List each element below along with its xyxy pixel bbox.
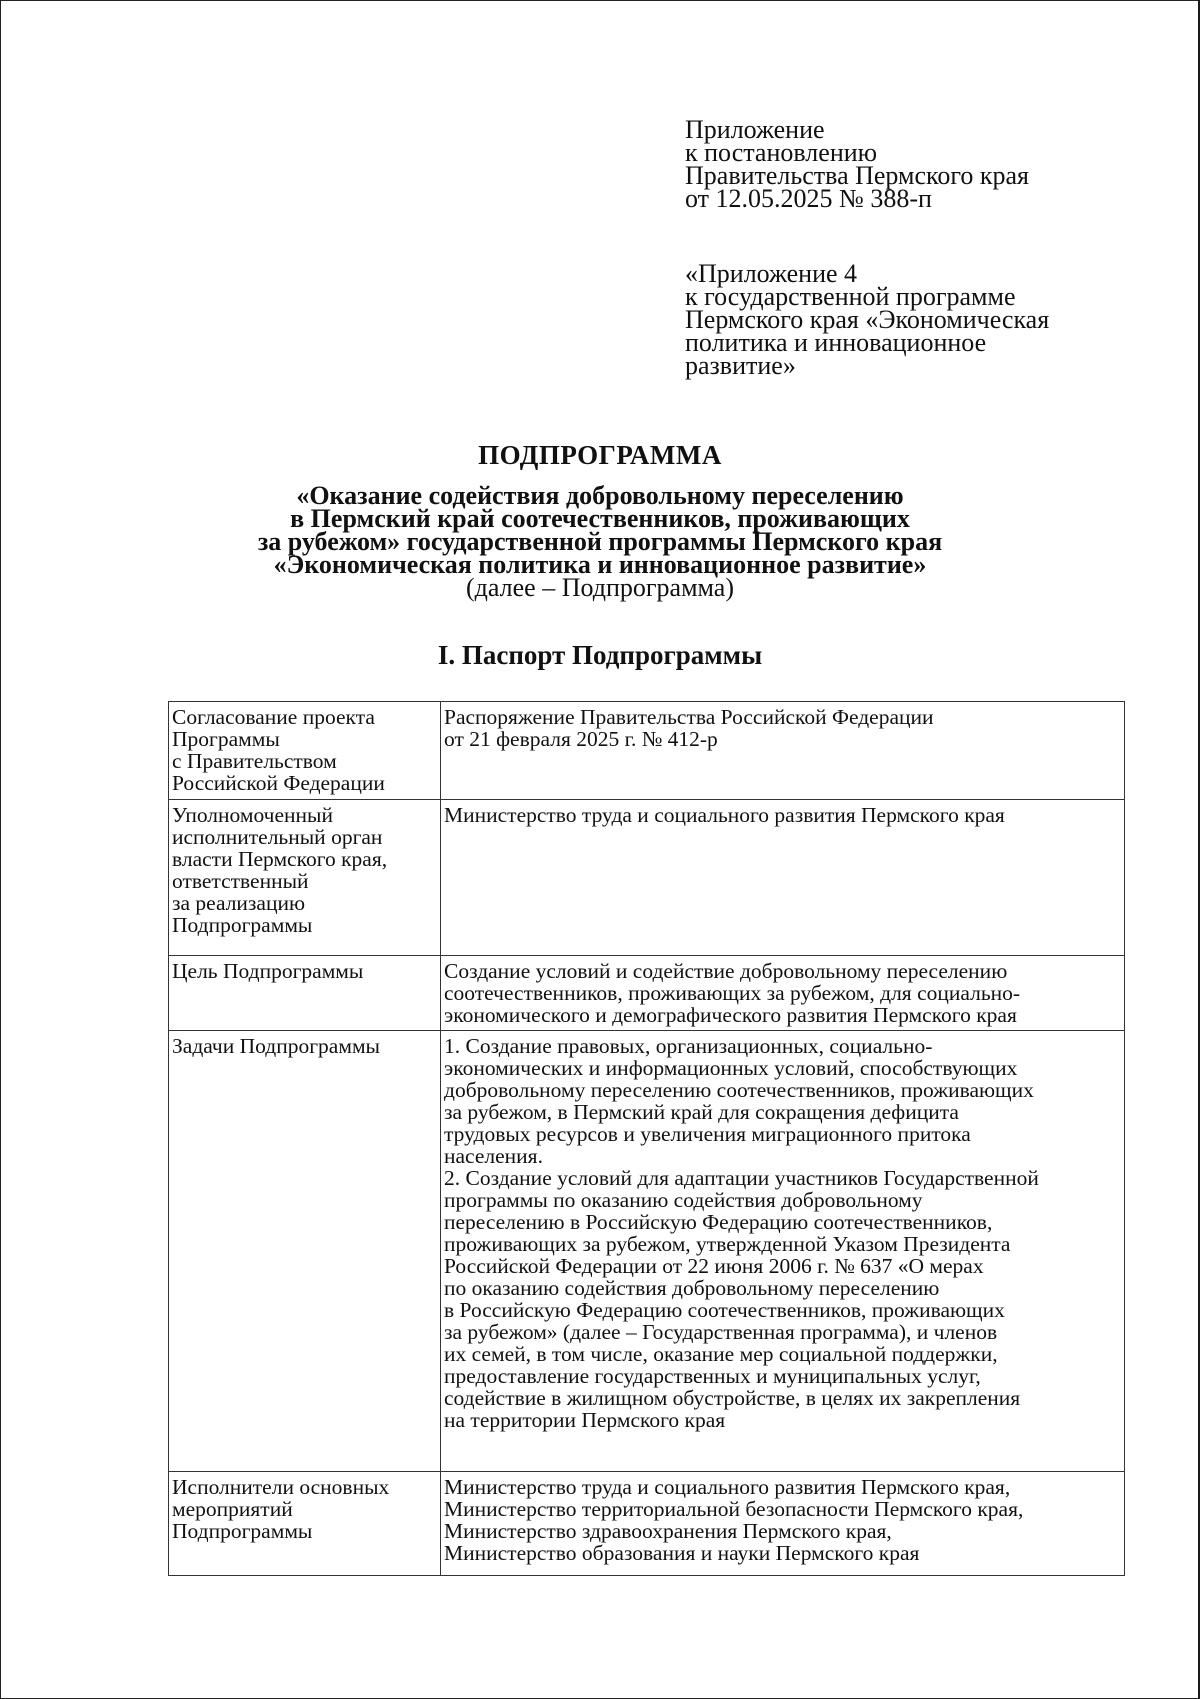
program-attachment-line: «Приложение 4: [685, 259, 858, 288]
passport-label-line: власти Пермского края,: [172, 847, 388, 871]
passport-value-line: Создание условий и содействие добровольному переселению: [444, 959, 1008, 983]
program-attachment-line: развитие»: [685, 351, 796, 380]
passport-row-label: [169, 1472, 441, 1576]
passport-label-line: Цель Подпрограммы: [172, 959, 364, 983]
passport-row-label: [169, 1031, 441, 1472]
passport-value-line: Министерство здравоохранения Пермского края,: [444, 1519, 892, 1543]
passport-row-label: [169, 956, 441, 1031]
passport-row: [169, 1031, 1125, 1472]
passport-row-label: [169, 800, 441, 956]
passport-value-line: программы по оказанию содействия добровольному: [444, 1188, 923, 1212]
passport-label-line: исполнительный орган: [172, 825, 383, 849]
program-attachment-line: к государственной программе: [685, 282, 1016, 311]
passport-label-line: Исполнители основных: [172, 1475, 390, 1499]
passport-label-line: с Правительством: [172, 749, 337, 773]
passport-value-line: на территории Пермского края: [444, 1408, 726, 1432]
passport-row-value: [441, 702, 1125, 800]
passport-label-line: Подпрограммы: [172, 1519, 313, 1543]
passport-row-value: [441, 800, 1125, 956]
passport-label-line: Уполномоченный: [172, 803, 333, 827]
passport-label-line: мероприятий: [172, 1497, 293, 1521]
passport-row-label: [169, 702, 441, 800]
subtitle-line: «Оказание содействия добровольному переселению: [296, 481, 904, 510]
passport-row: [169, 702, 1125, 800]
passport-value-line: проживающих за рубежом, утвержденной Указом Президента: [444, 1232, 1011, 1256]
passport-row: [169, 1472, 1125, 1576]
passport-label-line: Согласование проекта: [172, 705, 375, 729]
attachment-line: к постановлению: [685, 138, 878, 167]
program-attachment-line: Пермского края «Экономическая: [685, 305, 1050, 334]
passport-row-value: [441, 956, 1125, 1031]
passport-label-line: Задачи Подпрограммы: [172, 1034, 380, 1058]
passport-value-line: 1. Создание правовых, организационных, социально-: [444, 1034, 933, 1058]
subtitle-line: за рубежом» государственной программы Пермского края: [257, 527, 943, 556]
passport-table-body: [169, 702, 1125, 1576]
subtitle-note: (далее – Подпрограмма): [465, 573, 734, 602]
passport-value-line: Министерство территориальной безопасности Пермского края,: [444, 1497, 1024, 1521]
passport-value-line: в Российскую Федерацию соотечественников, проживающих: [444, 1298, 1005, 1322]
attachment-line: от 12.05.2025 № 388-п: [685, 184, 932, 213]
passport-value-line: их семей, в том числе, оказание мер социальной поддержки,: [444, 1342, 998, 1366]
passport-row-value: [441, 1031, 1125, 1472]
passport-value-line: соотечественников, проживающих за рубежом, для социально-: [444, 981, 1021, 1005]
passport-value-line: Министерство труда и социального развития Пермского края: [444, 803, 1005, 827]
passport-value-line: экономического и демографического развития Пермского края: [444, 1003, 1017, 1027]
passport-row: [169, 956, 1125, 1031]
subtitle-line: «Экономическая политика и инновационное развитие»: [273, 550, 927, 579]
passport-label-line: ответственный: [172, 869, 309, 893]
passport-row-value: [441, 1472, 1125, 1576]
document-subtitle: [0, 481, 1200, 602]
subtitle-line: в Пермский край соотечественников, проживающих: [290, 504, 910, 533]
attachment-line: Правительства Пермского края: [685, 161, 1029, 190]
passport-value-line: от 21 февраля 2025 г. № 412-р: [444, 727, 718, 751]
passport-value-line: добровольному переселению соотечественников, проживающих: [444, 1078, 1034, 1102]
passport-label-line: Российской Федерации: [172, 771, 385, 795]
passport-label-line: за реализацию: [172, 891, 306, 915]
section-title: I. Паспорт Подпрограммы: [437, 640, 763, 670]
passport-value-line: предоставление государственных и муниципальных услуг,: [444, 1364, 981, 1388]
passport-row: [169, 800, 1125, 956]
passport-value-line: Министерство образования и науки Пермского края: [444, 1541, 920, 1565]
attachment-line: Приложение: [685, 115, 825, 144]
passport-value-line: переселению в Российскую Федерацию соотечественников,: [444, 1210, 993, 1234]
passport-value-line: за рубежом» (далее – Государственная программа), и членов: [444, 1320, 998, 1344]
program-attachment-header: [685, 259, 1050, 380]
passport-value-line: экономических и информационных условий, способствующих: [444, 1056, 1018, 1080]
passport-label-line: Программы: [172, 727, 280, 751]
passport-value-line: Российской Федерации от 22 июня 2006 г. № 637 «О мерах: [444, 1254, 984, 1278]
passport-value-line: населения.: [444, 1144, 543, 1168]
program-attachment-line: политика и инновационное: [685, 328, 987, 357]
passport-value-line: по оказанию содействия добровольному переселению: [444, 1276, 940, 1300]
passport-value-line: за рубежом, в Пермский край для сокращения дефицита: [444, 1100, 959, 1124]
passport-value-line: Распоряжение Правительства Российской Федерации: [444, 705, 934, 729]
passport-value-line: трудовых ресурсов и увеличения миграционного притока: [444, 1122, 971, 1146]
attachment-header: [685, 115, 1029, 213]
passport-value-line: содействие в жилищном обустройстве, в целях их закрепления: [444, 1386, 1021, 1410]
passport-value-line: Министерство труда и социального развития Пермского края,: [444, 1475, 1011, 1499]
passport-value-line: 2. Создание условий для адаптации участников Государственной: [444, 1166, 1039, 1190]
document-title: ПОДПРОГРАММА: [478, 440, 722, 470]
passport-label-line: Подпрограммы: [172, 913, 313, 937]
passport-table: [168, 701, 1125, 1576]
